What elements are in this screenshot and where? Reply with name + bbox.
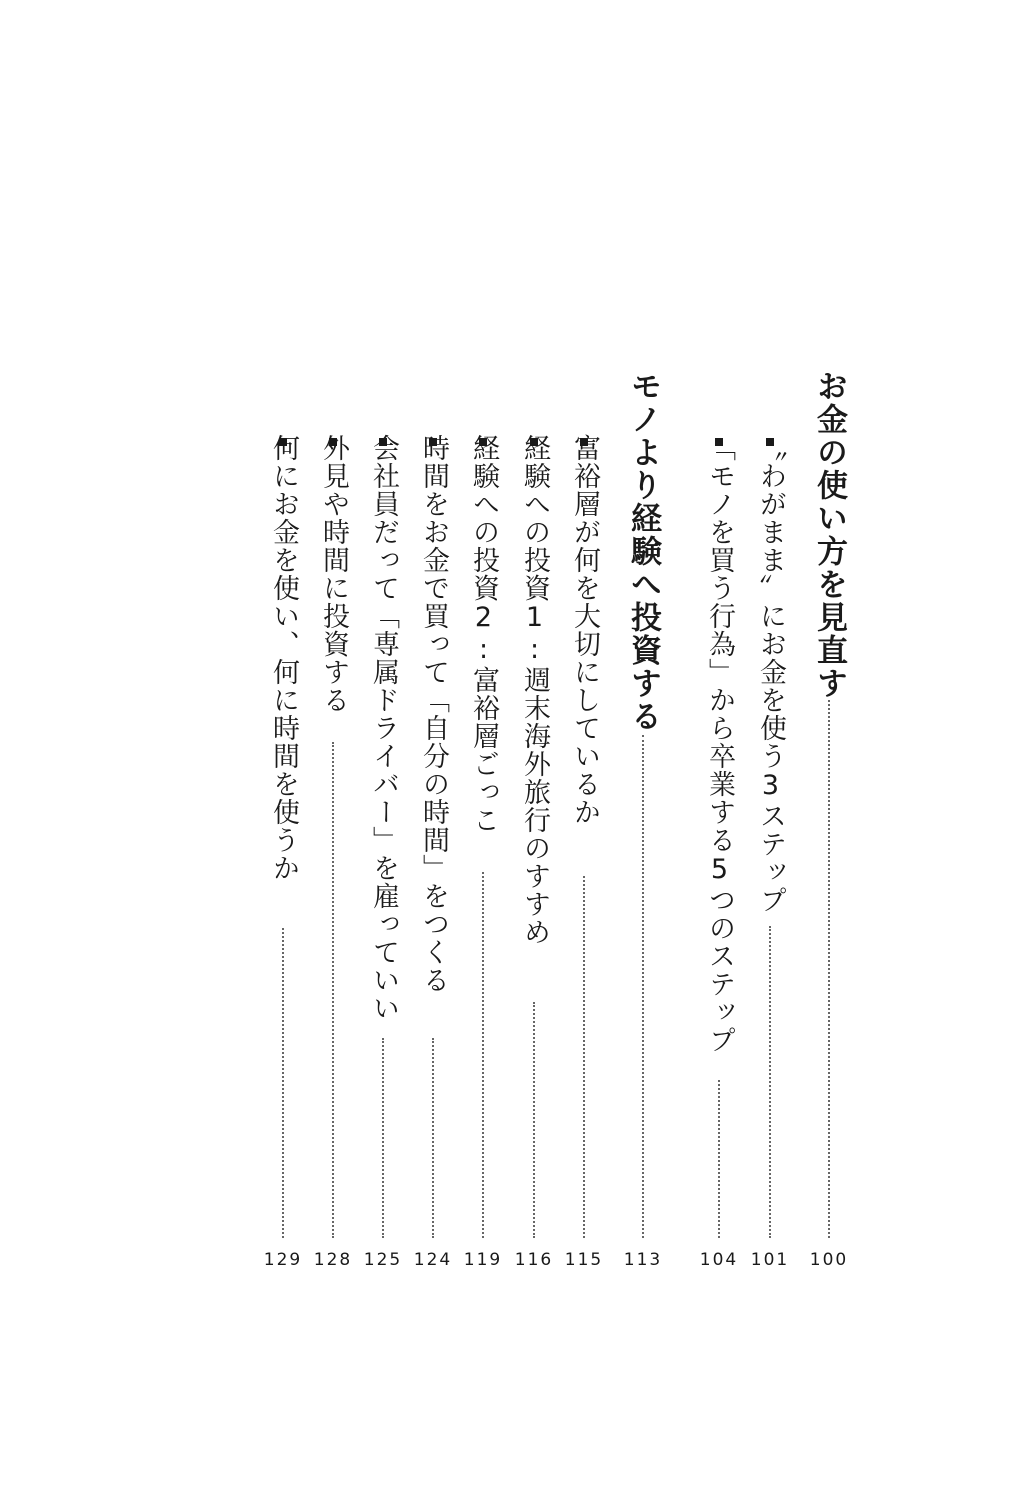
toc-item[interactable] bbox=[410, 370, 456, 1275]
toc-item[interactable] bbox=[360, 370, 406, 1275]
dot-leader bbox=[828, 700, 830, 1238]
item-title: 富裕層が何を大切にしているか bbox=[569, 434, 600, 826]
toc-section-heading[interactable] bbox=[620, 370, 666, 1275]
toc-item[interactable] bbox=[561, 370, 607, 1275]
item-title: 「モノを買う行為」から卒業する5つのステップ bbox=[704, 434, 735, 1054]
page-number: 128 bbox=[313, 1250, 353, 1270]
dot-leader bbox=[332, 742, 334, 1238]
page-number: 124 bbox=[413, 1250, 453, 1270]
toc-item[interactable] bbox=[260, 370, 306, 1275]
toc-item[interactable] bbox=[310, 370, 356, 1275]
dot-leader bbox=[282, 928, 284, 1238]
toc-item[interactable] bbox=[696, 370, 742, 1275]
dot-leader bbox=[769, 926, 771, 1238]
item-title: 何にお金を使い、何に時間を使うか bbox=[268, 434, 299, 882]
page-number: 101 bbox=[750, 1250, 790, 1270]
page-number: 113 bbox=[623, 1250, 663, 1270]
toc-item[interactable] bbox=[511, 370, 557, 1275]
dot-leader bbox=[642, 735, 644, 1238]
page-number: 129 bbox=[263, 1250, 303, 1270]
toc-item[interactable] bbox=[460, 370, 506, 1275]
dot-leader bbox=[583, 876, 585, 1238]
item-title: 会社員だって「専属ドライバー」を雇っていい bbox=[368, 434, 399, 1022]
dot-leader bbox=[382, 1038, 384, 1238]
section-title: モノより経験へ投資する bbox=[625, 370, 661, 733]
item-title: 経験への投資1:週末海外旅行のすすめ bbox=[519, 434, 550, 946]
item-title: 時間をお金で買って「自分の時間」をつくる bbox=[418, 434, 449, 994]
toc-item[interactable] bbox=[747, 370, 793, 1275]
page-number: 119 bbox=[463, 1250, 503, 1270]
dot-leader bbox=[482, 872, 484, 1238]
page-number: 115 bbox=[564, 1250, 604, 1270]
item-title: 経験への投資2:富裕層ごっこ bbox=[468, 434, 499, 834]
page-number: 116 bbox=[514, 1250, 554, 1270]
dot-leader bbox=[432, 1038, 434, 1238]
section-title: お金の使い方を見直す bbox=[811, 370, 847, 700]
dot-leader bbox=[718, 1080, 720, 1238]
page-number: 104 bbox=[699, 1250, 739, 1270]
page-number: 100 bbox=[809, 1250, 849, 1270]
item-title: 外見や時間に投資する bbox=[318, 434, 349, 714]
page-number: 125 bbox=[363, 1250, 403, 1270]
toc-section-heading[interactable] bbox=[806, 370, 852, 1275]
dot-leader bbox=[533, 1002, 535, 1238]
item-title: 〝わがまま〟にお金を使う3ステップ bbox=[755, 434, 786, 914]
